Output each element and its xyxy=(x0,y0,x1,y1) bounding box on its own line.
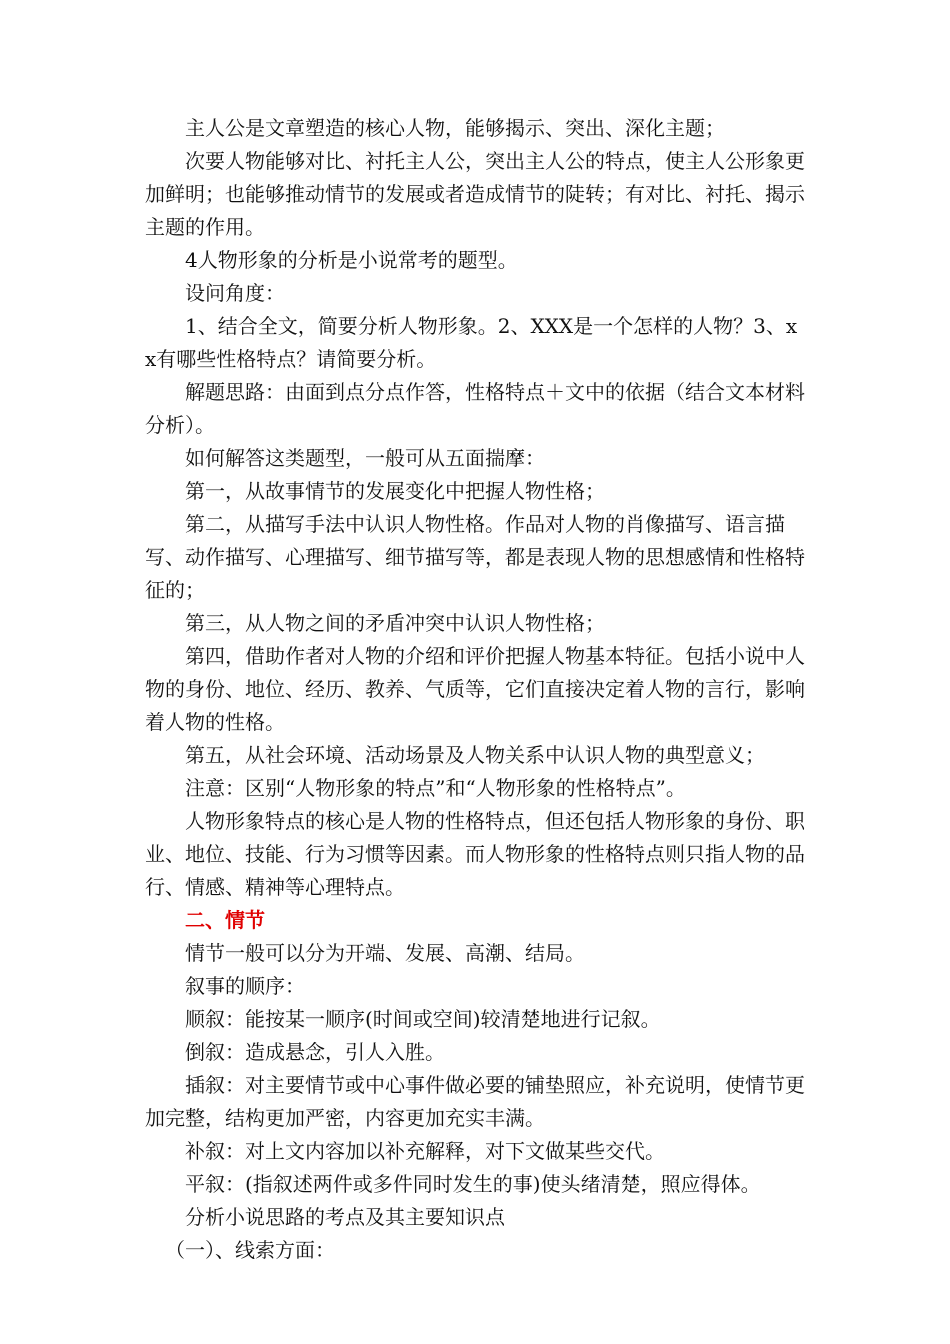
paragraph-note: 注意：区别“人物形象的特点”和“人物形象的性格特点”。 xyxy=(185,776,686,800)
paragraph-question-examples: 1、结合全文，简要分析人物形象。2、XXX是一个怎样的人物？3、xx有哪些性格特点？请简要分析。 xyxy=(145,314,798,371)
paragraph-supplementary: 补叙：对上文内容加以补充解释，对下文做某些交代。 xyxy=(185,1139,665,1163)
paragraph-aspect-three: 第三，从人物之间的矛盾冲突中认识人物性格； xyxy=(185,611,605,635)
paragraph-narrative-order: 叙事的顺序： xyxy=(185,974,305,998)
subheading-clue: （一）、线索方面： xyxy=(165,1238,335,1262)
paragraph-solution-approach: 解题思路：由面到点分点作答，性格特点＋文中的依据（结合文本材料分析）。 xyxy=(145,380,805,437)
paragraph-aspect-one: 第一，从故事情节的发展变化中把握人物性格； xyxy=(185,479,605,503)
paragraph-chronological: 顺叙：能按某一顺序(时间或空间)较清楚地进行记叙。 xyxy=(185,1007,661,1031)
document-body xyxy=(145,112,805,1267)
paragraph-plot-stages: 情节一般可以分为开端、发展、高潮、结局。 xyxy=(185,941,585,965)
paragraph-aspect-two: 第二，从描写手法中认识人物性格。作品对人物的肖像描写、语言描写、动作描写、心理描写、细节描写等，都是表现人物的思想感情和性格特征的； xyxy=(145,512,805,602)
paragraph-interpolation: 插叙：对主要情节或中心事件做必要的铺垫照应，补充说明，使情节更加完整，结构更加严密，内容更加充实丰满。 xyxy=(145,1073,805,1130)
paragraph-aspect-four: 第四，借助作者对人物的介绍和评价把握人物基本特征。包括小说中人物的身份、地位、经历、教养、气质等，它们直接决定着人物的言行，影响着人物的性格。 xyxy=(145,644,805,734)
paragraph-flashback: 倒叙：造成悬念，引人入胜。 xyxy=(185,1040,445,1064)
paragraph-analysis-points: 分析小说思路的考点及其主要知识点 xyxy=(185,1205,505,1229)
paragraph-trait-distinction: 人物形象特点的核心是人物的性格特点，但还包括人物形象的身份、职业、地位、技能、行为习惯等因素。而人物形象的性格特点则只指人物的品行、情感、精神等心理特点。 xyxy=(145,809,805,899)
paragraph-aspect-five: 第五，从社会环境、活动场景及人物关系中认识人物的典型意义； xyxy=(185,743,765,767)
paragraph-five-aspects-intro: 如何解答这类题型，一般可从五面揣摩： xyxy=(185,446,545,470)
paragraph-character-analysis: 4人物形象的分析是小说常考的题型。 xyxy=(185,248,518,272)
paragraph-question-angle: 设问角度： xyxy=(185,281,285,305)
paragraph-secondary-characters: 次要人物能够对比、衬托主人公，突出主人公的特点，使主人公形象更加鲜明；也能够推动情节的发展或者造成情节的陡转；有对比、衬托、揭示主题的作用。 xyxy=(145,149,805,239)
paragraph-protagonist: 主人公是文章塑造的核心人物，能够揭示、突出、深化主题； xyxy=(185,116,725,140)
paragraph-parallel: 平叙：(指叙述两件或多件同时发生的事)使头绪清楚，照应得体。 xyxy=(185,1172,761,1196)
section-heading-plot: 二、情节 xyxy=(185,908,265,932)
